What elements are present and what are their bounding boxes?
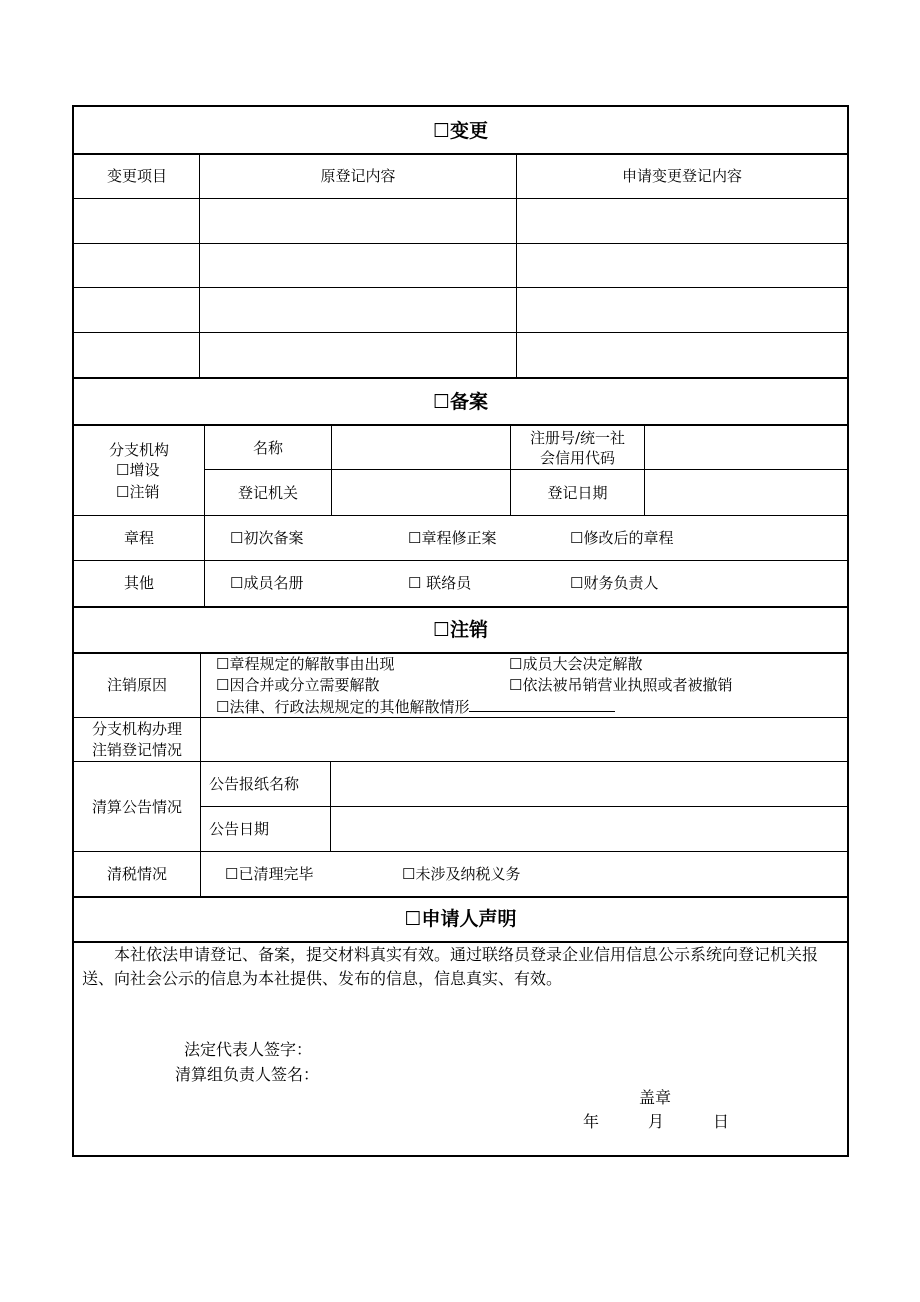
reg-no-label-2: 会信用代码 (539, 449, 615, 467)
divider (74, 652, 847, 654)
section-title-change: ☐变更 (432, 120, 489, 142)
name-label: 名称 (252, 439, 283, 457)
liaison-checkbox[interactable]: ☐ 联络员 (408, 574, 472, 592)
divider (74, 332, 847, 333)
divider (74, 717, 847, 718)
divider (74, 424, 847, 426)
registration-form (72, 105, 849, 1157)
tax-na-checkbox[interactable]: ☐未涉及纳税义务 (402, 865, 521, 883)
charter-amendment-checkbox[interactable]: ☐章程修正案 (408, 529, 497, 547)
branch-add-checkbox[interactable]: ☐增设 (116, 461, 160, 479)
reason-charter-checkbox[interactable]: ☐章程规定的解散事由出现 (216, 655, 395, 673)
cancel-reason-label: 注销原因 (106, 676, 167, 694)
reason-other-blank[interactable] (469, 696, 615, 712)
other-label: 其他 (123, 574, 154, 592)
divider (199, 153, 200, 377)
section-title-filing: ☐备案 (432, 391, 489, 413)
branch-cancel-label-2: 注销登记情况 (91, 741, 182, 759)
reason-merger-checkbox[interactable]: ☐因合并或分立需要解散 (216, 676, 380, 694)
reg-no-label-1: 注册号/统一社 (529, 429, 626, 447)
legal-rep-signature[interactable]: 法定代表人签字： (184, 1040, 313, 1059)
divider (74, 896, 847, 898)
divider (74, 606, 847, 608)
change-header-requested: 申请变更登记内容 (621, 167, 742, 185)
divider (74, 761, 847, 762)
charter-revised-checkbox[interactable]: ☐修改后的章程 (570, 529, 674, 547)
change-header-original: 原登记内容 (320, 167, 396, 185)
authority-label: 登记机关 (237, 484, 298, 502)
divider (200, 652, 201, 896)
divider (204, 469, 847, 470)
divider (74, 851, 847, 852)
liquidation-label: 清算公告情况 (91, 798, 182, 816)
reason-other-label: ☐法律、行政法规规定的其他解散情形 (216, 698, 470, 716)
divider (74, 560, 847, 561)
day-label: 日 (713, 1112, 730, 1131)
section-title-cancel: ☐注销 (432, 619, 489, 641)
divider (74, 515, 847, 516)
tax-label: 清税情况 (106, 865, 167, 883)
reason-revoked-checkbox[interactable]: ☐依法被吊销营业执照或者被撤销 (509, 676, 733, 694)
branch-label: 分支机构 (108, 441, 169, 459)
divider (74, 243, 847, 244)
divider (74, 198, 847, 199)
divider (200, 806, 847, 807)
divider (74, 287, 847, 288)
newspaper-label: 公告报纸名称 (209, 775, 300, 793)
notice-date-label: 公告日期 (209, 820, 270, 838)
tax-cleared-checkbox[interactable]: ☐已清理完毕 (225, 865, 314, 883)
seal-label: 盖章 (639, 1088, 672, 1107)
month-label: 月 (648, 1112, 665, 1131)
charter-label: 章程 (123, 529, 154, 547)
section-title-declaration: ☐申请人声明 (404, 908, 517, 930)
liquidation-head-signature[interactable]: 清算组负责人签名： (175, 1065, 320, 1084)
branch-cancel-checkbox[interactable]: ☐注销 (116, 483, 160, 501)
divider (516, 153, 517, 377)
branch-cancel-label-1: 分支机构办理 (91, 720, 182, 738)
change-header-item: 变更项目 (106, 167, 167, 185)
year-label: 年 (583, 1112, 600, 1131)
divider (74, 153, 847, 155)
charter-initial-checkbox[interactable]: ☐初次备案 (230, 529, 304, 547)
reason-other-checkbox[interactable] (216, 696, 615, 717)
reason-assembly-checkbox[interactable]: ☐成员大会决定解散 (509, 655, 643, 673)
declaration-text: 本社依法申请登记、备案，提交材料真实有效。通过联络员登录企业信用信息公示系统向登记机关报送、向社会公示的信息为本社提供、发布的信息，信息真实、有效。 (82, 945, 819, 988)
divider (74, 377, 847, 379)
finance-head-checkbox[interactable]: ☐财务负责人 (570, 574, 659, 592)
member-roster-checkbox[interactable]: ☐成员名册 (230, 574, 304, 592)
reg-date-label: 登记日期 (547, 484, 608, 502)
